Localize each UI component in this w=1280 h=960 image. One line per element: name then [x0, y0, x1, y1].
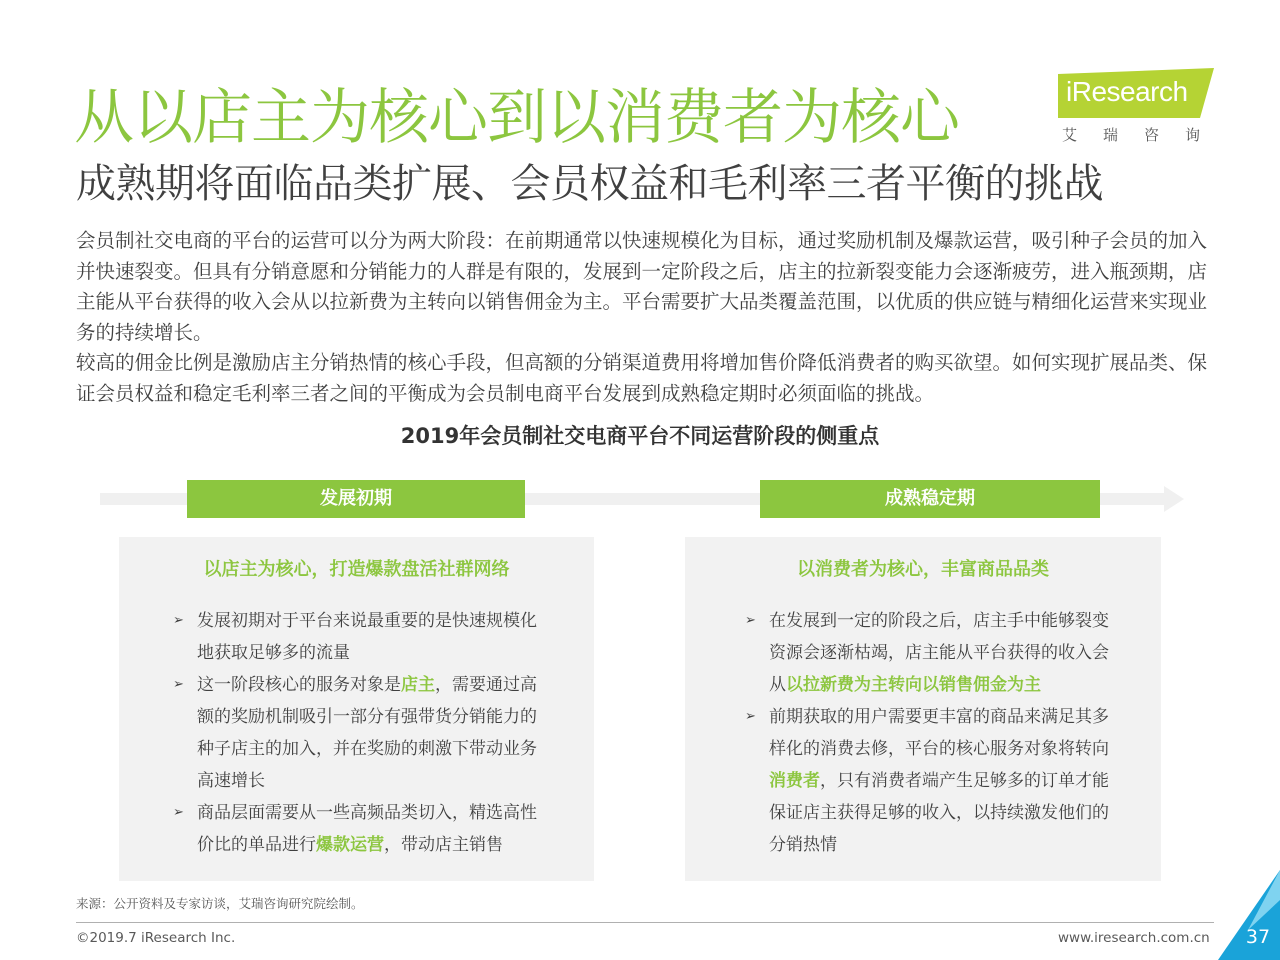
early-phase-bullets	[173, 605, 543, 861]
bullet-text: ，只有消费者端产生足够多的订单才能保证店主获得足够的收入，以持续激发他们的分销热情	[769, 771, 1109, 855]
copyright-text: ©2019.7 iResearch Inc.	[76, 930, 236, 946]
page-title: 从以店主为核心到以消费者为核心	[74, 83, 959, 153]
arrow-bullet-icon: ➢	[173, 677, 184, 692]
bullet-text: 在发展到一定的阶段之后，店主手中能够裂变资源会逐渐枯竭，店主能从平台获得的收入会从	[769, 611, 1109, 695]
website-link[interactable]: www.iresearch.com.cn	[1058, 930, 1210, 946]
footer-divider	[76, 922, 1214, 923]
list-item	[173, 797, 543, 861]
mature-phase-headline: 以消费者为核心，丰富商品品类	[797, 559, 1049, 580]
phase-mature-label: 成熟稳定期	[760, 480, 1100, 518]
list-item	[173, 669, 543, 797]
source-note: 来源：公开资料及专家访谈，艾瑞咨询研究院绘制。	[76, 896, 364, 911]
highlight-text: 店主	[401, 675, 435, 695]
highlight-text: 爆款运营	[316, 835, 384, 855]
highlight-text: 以拉新费为主转向以销售佣金为主	[786, 675, 1041, 695]
bullet-text: 发展初期对于平台来说最重要的是快速规模化地获取足够多的流量	[197, 611, 537, 663]
section-title: 2019年会员制社交电商平台不同运营阶段的侧重点	[400, 424, 880, 448]
bullet-text: 这一阶段核心的服务对象是	[197, 675, 401, 695]
arrow-bullet-icon: ➢	[173, 613, 184, 628]
list-item	[745, 605, 1115, 701]
bullet-text: ，需要通过高额的奖励机制吸引一部分有强带货分销能力的种子店主的加入，并在奖励的刺激下带动业务高速增长	[197, 675, 537, 791]
logo-subtext: 艾瑞咨询	[1062, 126, 1227, 144]
page-subtitle: 成熟期将面临品类扩展、会员权益和毛利率三者平衡的挑战	[76, 161, 1103, 207]
highlight-text: 消费者	[769, 771, 820, 791]
early-phase-panel	[119, 537, 594, 881]
bullet-text: 前期获取的用户需要更丰富的商品来满足其多样化的消费去修，平台的核心服务对象将转向	[769, 707, 1109, 759]
list-item	[745, 701, 1115, 861]
logo-text: iResearch	[1066, 76, 1188, 107]
early-phase-headline: 以店主为核心，打造爆款盘活社群网络	[203, 559, 510, 580]
arrow-bullet-icon: ➢	[745, 709, 756, 724]
iresearch-logo	[1058, 68, 1227, 148]
arrow-bullet-icon: ➢	[745, 613, 756, 628]
intro-paragraph-2: 较高的佣金比例是激励店主分销热情的核心手段，但高额的分销渠道费用将增加售价降低消费者的购买欲望。如何实现扩展品类、保证会员权益和稳定毛利率三者之间的平衡成为会员制电商平台发展到成熟稳定期时必须面临的挑战。	[76, 351, 1208, 405]
list-item	[173, 605, 543, 669]
page-number: 37	[1245, 926, 1271, 948]
bullet-text: 商品层面需要从一些高频品类切入，精选高性价比的单品进行	[197, 803, 537, 855]
mature-phase-bullets	[745, 605, 1115, 861]
phase-early-label: 发展初期	[187, 480, 525, 518]
mature-phase-panel	[685, 537, 1161, 881]
intro-paragraph-1: 会员制社交电商的平台的运营可以分为两大阶段：在前期通常以快速规模化为目标，通过奖励机制及爆款运营，吸引种子会员的加入并快速裂变。但具有分销意愿和分销能力的人群是有限的，发展到一定阶段之后，店主的拉新裂变能力会逐渐疲劳，进入瓶颈期，店主能从平台获得的收入会从以拉新费为主转向以销售佣金为主。平台需要扩大品类覆盖范围，以优质的供应链与精细化运营来实现业务的持续增长。	[76, 229, 1208, 344]
arrow-bullet-icon: ➢	[173, 805, 184, 820]
intro-text	[76, 226, 1210, 409]
bullet-text: ，带动店主销售	[384, 835, 503, 855]
